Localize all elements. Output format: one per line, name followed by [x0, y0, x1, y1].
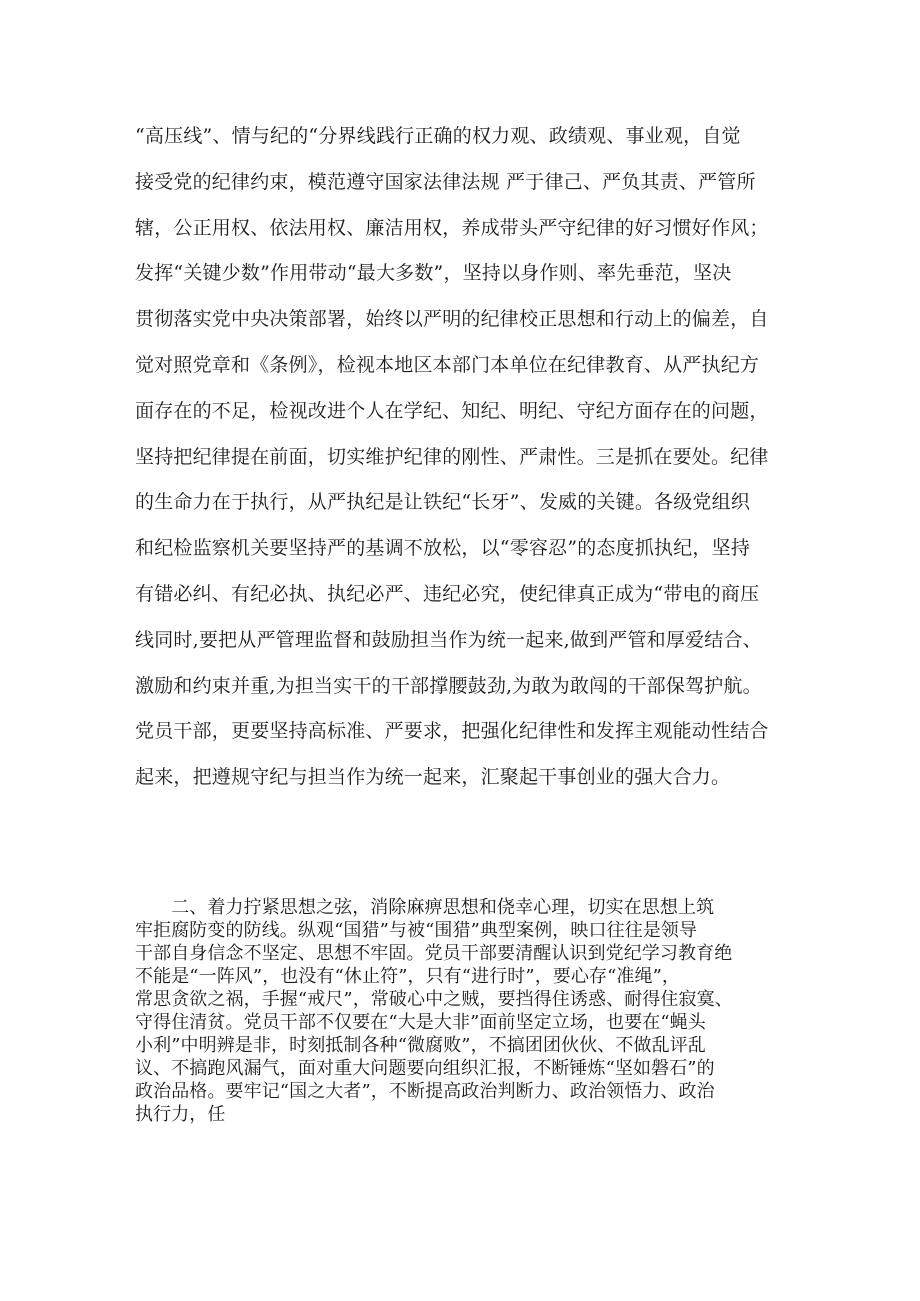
text-line: 的生命力在于执行，从严执纪是让铁纪“长牙”、发威的关键。各级党组织 [135, 491, 751, 514]
text-line: 执行力，任 [135, 1104, 226, 1125]
text-line: 有错必纠、有纪必执、执纪必严、违纪必究，使纪律真正成为“带电的商压 [135, 582, 760, 605]
text-line: 贯彻落实党中央决策部署，始终以严明的纪律校正思想和行动上的偏差，自 [135, 308, 769, 331]
text-line: 干部自身信念不坚定、思想不牢固。党员干部要清醒认识到党纪学习教育绝 [135, 943, 733, 964]
text-line: 守得住清贫。党员干部不仅要在“大是大非”面前坚定立场，也要在“蝇头 [135, 1012, 706, 1033]
text-line: 党员干部，更要坚持高标准、严要求，把强化纪律性和发挥主观能动性结合 [135, 720, 769, 743]
text-line: 牢拒腐防变的防线。纵观“国猎”与被“围猎”典型案例，映口往往是领导 [135, 920, 698, 941]
text-line: 觉对照党章和《条例》，检视本地区本部门本单位在纪律教育、从严执纪方 [135, 353, 760, 376]
text-line: 辖，公正用权、依法用权、廉洁用权，养成带头严守纪律的好习惯好作风； [135, 216, 769, 239]
text-line: 发挥“关键少数”作用带动“最大多数”，坚持以身作则、率先垂范，坚决 [135, 262, 732, 285]
paragraph-section-two [135, 896, 795, 1126]
text-line: 二、着力拧紧思想之弦，消除麻痹思想和侥幸心理，切实在思想上筑 [135, 897, 715, 918]
text-line: 坚持把纪律提在前面，切实维护纪律的刚性、严肃性。三是抓在要处。纪律 [135, 445, 769, 468]
text-line: 起来，把遵规守纪与担当作为统一起来，汇聚起干事创业的强大合力。 [135, 766, 731, 789]
text-line: 政治品格。要牢记“国之大者”，不断提高政治判断力、政治领悟力、政治 [135, 1081, 715, 1102]
text-line: 和纪检监察机关要坚持严的基调不放松，以“零容忍”的态度抓执纪，坚持 [135, 537, 751, 560]
text-line: 线同时,要把从严管理监督和鼓励担当作为统一起来,做到严管和厚爱结合、 [135, 628, 762, 651]
text-line: “高压线”、情与纪的“分界线践行正确的权力观、政绩观、事业观，自觉 [135, 125, 741, 147]
text-line: 不能是“一阵风”，也没有“休止符”，只有“进行时”，要心存“准绳”， [135, 966, 681, 987]
text-line: 面存在的不足，检视改进个人在学纪、知纪、明纪、守纪方面存在的问题， [135, 399, 769, 422]
text-line: 常思贪欲之祸，手握“戒尺”，常破心中之贼，要挡得住诱惑、耐得住寂寞、 [135, 989, 733, 1010]
text-line: 议、不搞跑风漏气，面对重大问题要向组织汇报，不断锤炼“坚如磐石”的 [135, 1058, 715, 1079]
text-line: 激励和约束并重,为担当实干的干部撑腰鼓劲,为敢为敢闯的干部保驾护航。 [135, 674, 762, 697]
text-line: 小利”中明辨是非，时刻抵制各种“微腐败”，不搞团团伙伙、不做乱评乱 [135, 1035, 706, 1056]
text-line: 接受党的纪律约束，模范遵守国家法律法规 严于律己、严负其责、严管所 [135, 170, 756, 193]
paragraph-upper [135, 114, 795, 801]
